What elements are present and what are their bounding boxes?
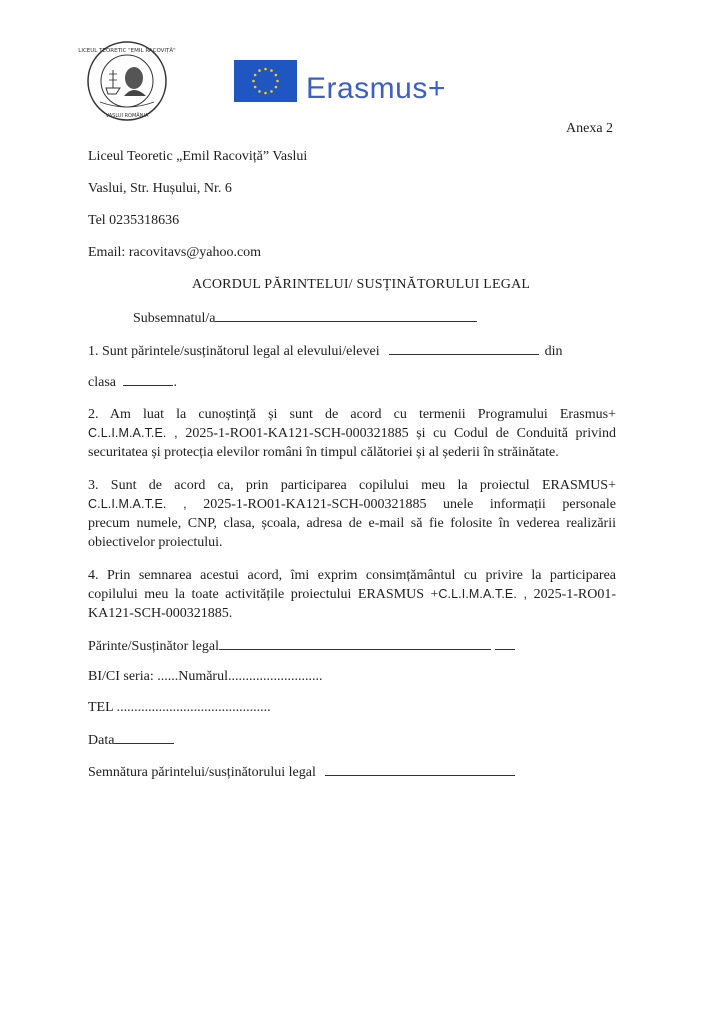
paragraph-1 xyxy=(88,342,562,360)
subsemnatul-line xyxy=(133,309,477,327)
subsemnatul-label: Subsemnatul/a xyxy=(133,311,216,326)
p1-text: 1. Sunt părintele/susținătorul legal al elevului/elevei xyxy=(88,344,380,359)
p2-line-2-rest: 2025-1-RO01-KA121-SCH-000321885 și cu Codul de Conduită privind xyxy=(185,426,616,441)
school-name: Liceul Teoretic „Emil Racoviță” Vaslui xyxy=(88,149,308,164)
data-line xyxy=(88,731,174,749)
document-title: ACORDUL PĂRINTELUI/ SUSȚINĂTORULUI LEGAL xyxy=(192,277,531,292)
school-phone: Tel 0235318636 xyxy=(88,213,180,228)
signature-line xyxy=(88,763,515,781)
p4-line-2 xyxy=(88,585,616,604)
paragraph-4 xyxy=(88,566,616,623)
bi-line: BI/CI seria: ......Numărul........................... xyxy=(88,669,323,684)
p3-line-2 xyxy=(88,495,616,514)
paragraph-3 xyxy=(88,476,616,552)
parent-field[interactable] xyxy=(219,637,491,650)
p2-line-1: 2. Am luat la cunoștință și sunt de acord cu termenii Programului Erasmus+ xyxy=(88,407,616,422)
erasmus-logo: Erasmus+ xyxy=(306,72,446,105)
parent-line xyxy=(88,637,515,655)
p4-project-acronym: C.L.I.M.A.T.E. , xyxy=(438,587,528,601)
p4-line-1: 4. Prin semnarea acestui acord, îmi exprim consimțământul cu privire la participarea xyxy=(88,568,616,583)
p2-project-acronym: C.L.I.M.A.T.E. , xyxy=(88,426,178,440)
date-field[interactable] xyxy=(114,731,174,744)
clasa-label: clasa xyxy=(88,375,116,390)
parent-field-extra[interactable] xyxy=(495,637,515,650)
p3-line-3: precum numele, CNP, clasa, școala, adresa de e-mail să fie folosite în vederea realizării xyxy=(88,516,616,531)
eu-flag-icon xyxy=(234,60,297,102)
data-label: Data xyxy=(88,733,115,748)
p2-line-3: securitatea și protecția elevilor români în timpul călătoriei și al șederii în străinătate. xyxy=(88,445,559,460)
tel-line: TEL ............................................ xyxy=(88,700,271,715)
p1-din: din xyxy=(544,344,563,359)
student-name-field-a[interactable] xyxy=(389,342,481,355)
p4-line-3: KA121-SCH-000321885. xyxy=(88,606,233,621)
seal-top-text: LICEUL TEORETIC "EMIL RACOVIȚĂ" xyxy=(78,48,176,54)
signature-field[interactable] xyxy=(325,763,515,776)
student-name-field-b[interactable] xyxy=(481,342,539,355)
clasa-line xyxy=(88,373,177,391)
p3-line-1: 3. Sunt de acord ca, prin participarea copilului meu la proiectul ERASMUS+ xyxy=(88,478,616,493)
paragraph-2 xyxy=(88,405,616,462)
seal-bottom-text: VASLUI ROMÂNIA xyxy=(105,113,149,119)
clasa-end: . xyxy=(173,375,177,390)
school-seal-logo xyxy=(78,40,176,122)
school-address: Vaslui, Str. Hușului, Nr. 6 xyxy=(88,181,232,196)
annex-label: Anexa 2 xyxy=(566,121,614,136)
p4-line-2-start: copilului meu la toate activitățile proiectului ERASMUS + xyxy=(88,587,439,602)
p3-line-2-rest: 2025-1-RO01-KA121-SCH-000321885 unele informații personale xyxy=(203,497,616,512)
p3-project-acronym: C.L.I.M.A.T.E. , xyxy=(88,497,187,511)
parent-label: Părinte/Susținător legal xyxy=(88,639,220,654)
p4-line-2-end: 2025-1-RO01- xyxy=(533,587,616,602)
p2-line-2 xyxy=(88,424,616,443)
p3-line-4: obiectivelor proiectului. xyxy=(88,535,223,550)
signature-label: Semnătura părintelui/susținătorului legal xyxy=(88,765,316,780)
clasa-field[interactable] xyxy=(123,373,173,386)
school-email: Email: racovitavs@yahoo.com xyxy=(88,245,262,260)
subsemnatul-field[interactable] xyxy=(215,309,477,322)
